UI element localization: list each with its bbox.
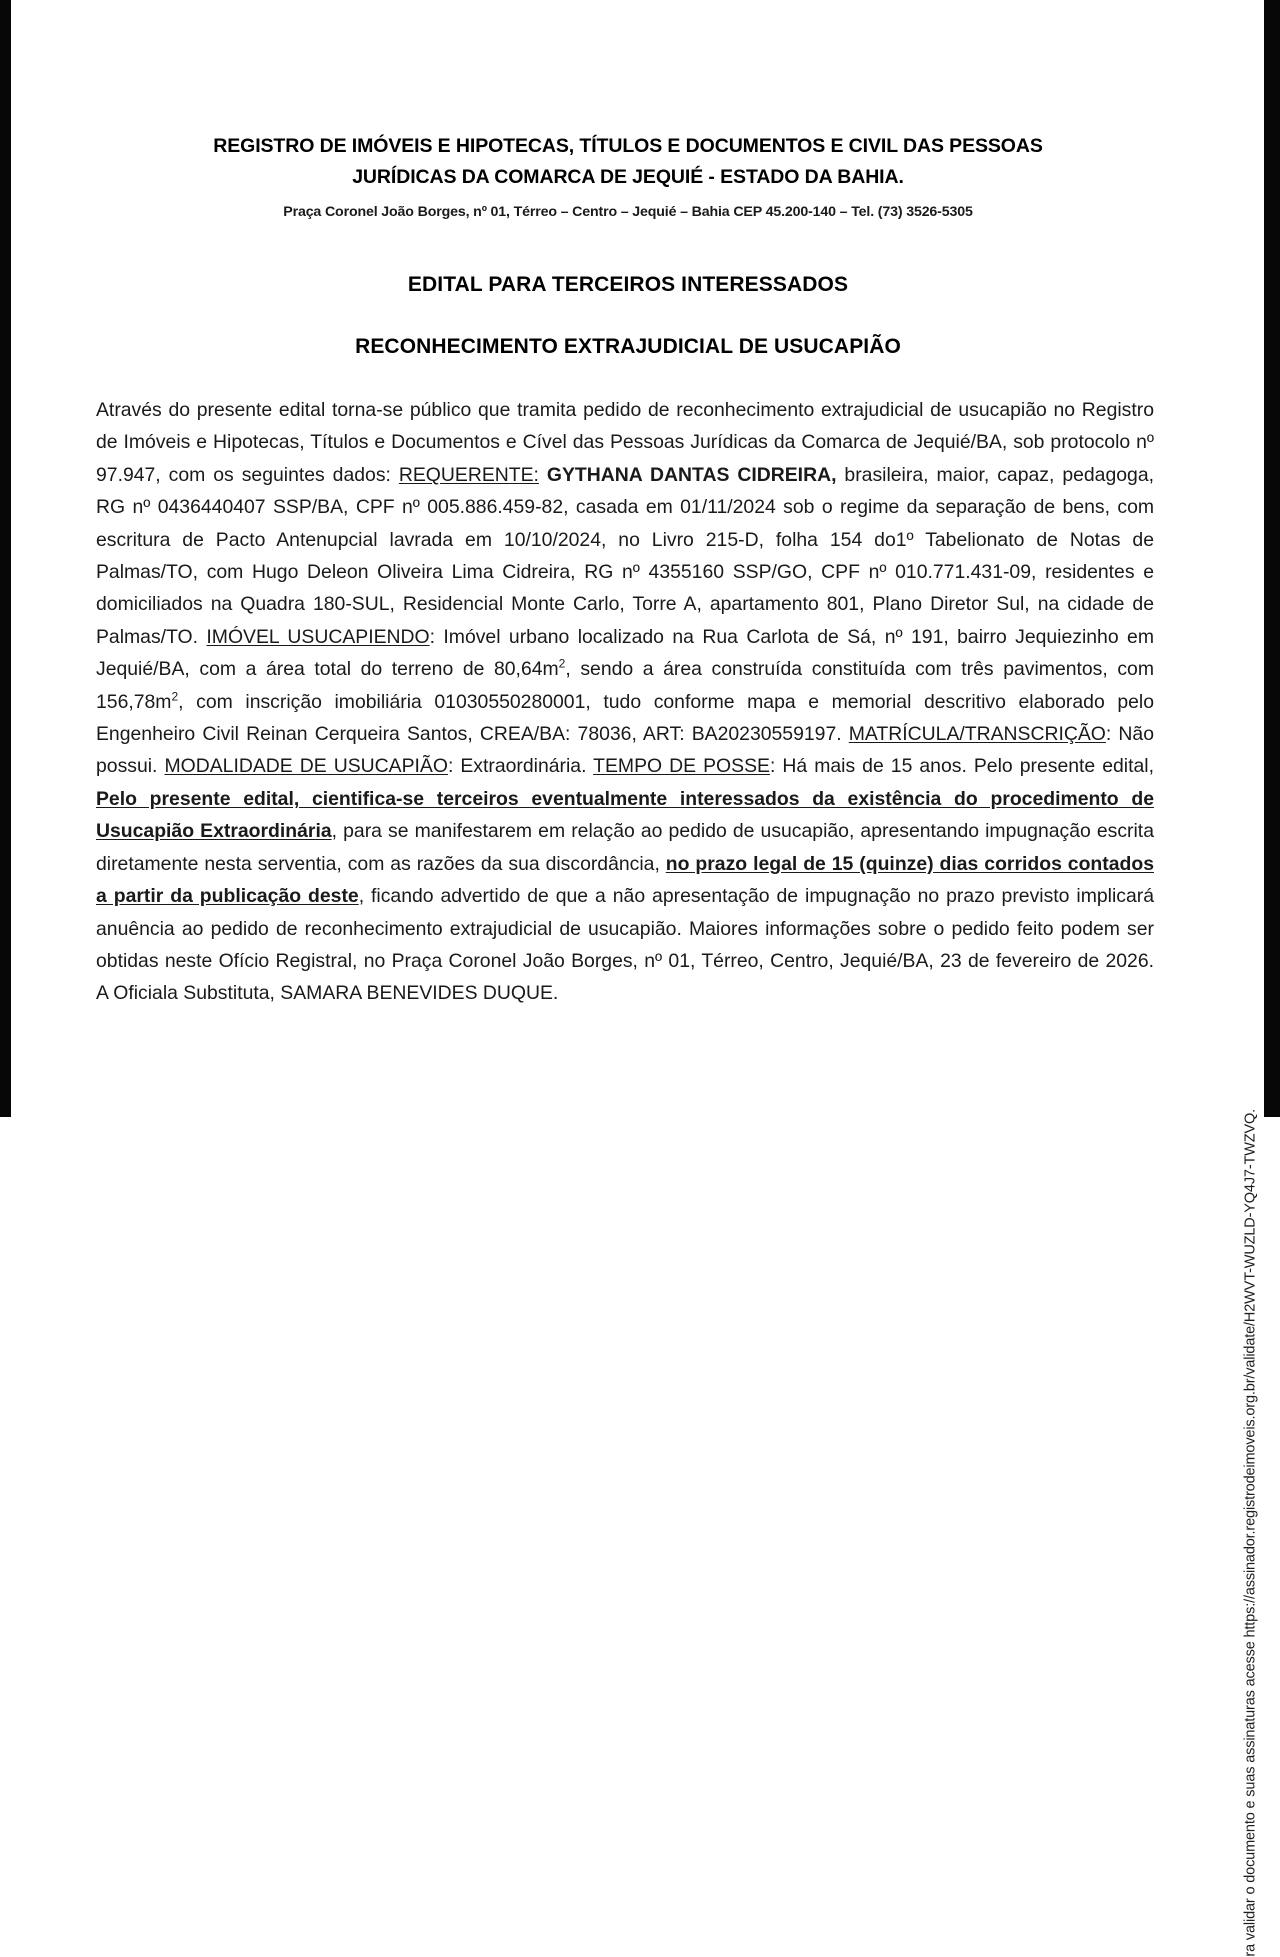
notice-prazo-legal: no prazo legal de 15 (quinze) dias corridos contados a partir da publicação deste — [96, 852, 1154, 908]
area-terreno-superscript: 2 — [558, 656, 566, 671]
tempo-de-posse-value: : Há mais de 15 anos. Pelo presente edital, — [769, 755, 1154, 778]
modalidade-value: : Extraordinária. — [447, 755, 594, 778]
document-page — [11, 0, 1264, 1117]
impugnacao-instructions: , para se manifestarem em relação ao pedido de usucapião, apresentando impugnação escrita diretamente nesta serventia, com as razões da sua discordância, — [96, 820, 1154, 875]
notice-ciencia-terceiros: Pelo presente edital, cientifica-se terceiros eventualmente interessados da existência do procedimento de Usucapião Extraordinária — [96, 787, 1154, 843]
label-requerente: REQUERENTE: — [398, 463, 539, 486]
label-imovel-usucapiendo: IMÓVEL USUCAPIENDO — [206, 625, 430, 648]
edital-body-paragraph — [96, 394, 1154, 1010]
letterhead — [96, 0, 1160, 222]
body-intro: Através do presente edital torna-se público que tramita pedido de reconhecimento extrajudicial de usucapião no Registro de Imóveis e Hipotecas, Títulos e Documentos e Cível das Pessoas Jurídicas da Comarca de Jequié/BA, sob protocolo nº 97.947, com os seguintes dados: — [96, 399, 1154, 486]
letterhead-title: REGISTRO DE IMÓVEIS E HIPOTECAS, TÍTULOS E DOCUMENTOS E CIVIL DAS PESSOAS JURÍDICAS DA COMARCA DE JEQUIÉ - ESTADO DA BAHIA. — [213, 135, 1043, 188]
label-tempo-de-posse: TEMPO DE POSSE — [593, 755, 770, 778]
label-matricula-transcricao: MATRÍCULA/TRANSCRIÇÃO — [848, 723, 1106, 746]
scan-edge-band-right — [1264, 0, 1280, 1117]
signature-validation-strip — [1238, 0, 1264, 1957]
requerente-qualification: brasileira, maior, capaz, pedagoga, RG nº 0436440407 SSP/BA, CPF nº 005.886.459-82, casada em 01/11/2024 sob o regime da separação de bens, com escritura de Pacto Antenupcial lavrada em 10/10/2024, no Livro 215-D, folha 154 do1º Tabelionato de Notas de Palmas/TO, com Hugo Deleon Oliveira Lima Cidreira, RG nº 4355160 SSP/GO, CPF nº 010.771.431-09, residentes e domiciliados na Quadra 180-SUL, Residencial Monte Carlo, Torre A, apartamento 801, Plano Diretor Sul, na cidade de Palmas/TO. — [96, 463, 1154, 648]
scan-edge-band-left — [0, 0, 11, 1117]
label-modalidade-usucapiao: MODALIDADE DE USUCAPIÃO — [164, 755, 448, 778]
area-construida-superscript: 2 — [171, 689, 179, 704]
imovel-description-part2: , sendo a área construída constituída com três pavimentos, com 156,78m — [96, 658, 1154, 713]
requerente-name: GYTHANA DANTAS CIDREIRA, — [538, 463, 837, 486]
matricula-value: : Não possui. — [96, 723, 1154, 778]
page-title-secondary: RECONHECIMENTO EXTRAJUDICIAL DE USUCAPIÃO — [355, 335, 901, 358]
document-content-column — [96, 0, 1160, 1117]
letterhead-address: Praça Coronel João Borges, nº 01, Térreo – Centro – Jequié – Bahia CEP 45.200-140 – Tel. (73) 3526-5305 — [283, 204, 973, 220]
closing-statement: , ficando advertido de que a não apresentação de impugnação no prazo previsto implicará anuência ao pedido de reconhecimento extrajudicial de usucapião. Maiores informações sobre o pedido feito podem ser obtidas neste Ofício Registral, no Praça Coronel João Borges, nº 01, Térreo, Centro, Jequié/BA, 23 de fevereiro de 2026. A Oficiala Substituta, SAMARA BENEVIDES DUQUE. — [96, 885, 1154, 1005]
page-title-primary: EDITAL PARA TERCEIROS INTERESSADOS — [407, 273, 849, 296]
signature-validation-url: ra validar o documento e suas assinaturas acesse https://assinador.registrodeimoveis.org.br/validate/H2WVT-WUZLD-YQ4J7-TWZVQ. — [1243, 1109, 1259, 1957]
imovel-description-part1: : Imóvel urbano localizado na Rua Carlota de Sá, nº 191, bairro Jequiezinho em Jequié/BA, com a área total do terreno de 80,64m — [96, 625, 1154, 681]
imovel-description-part3: , com inscrição imobiliária 01030550280001, tudo conforme mapa e memorial descritivo elaborado pelo Engenheiro Civil Reinan Cerqueira Santos, CREA/BA: 78036, ART: BA20230559197. — [96, 690, 1154, 746]
